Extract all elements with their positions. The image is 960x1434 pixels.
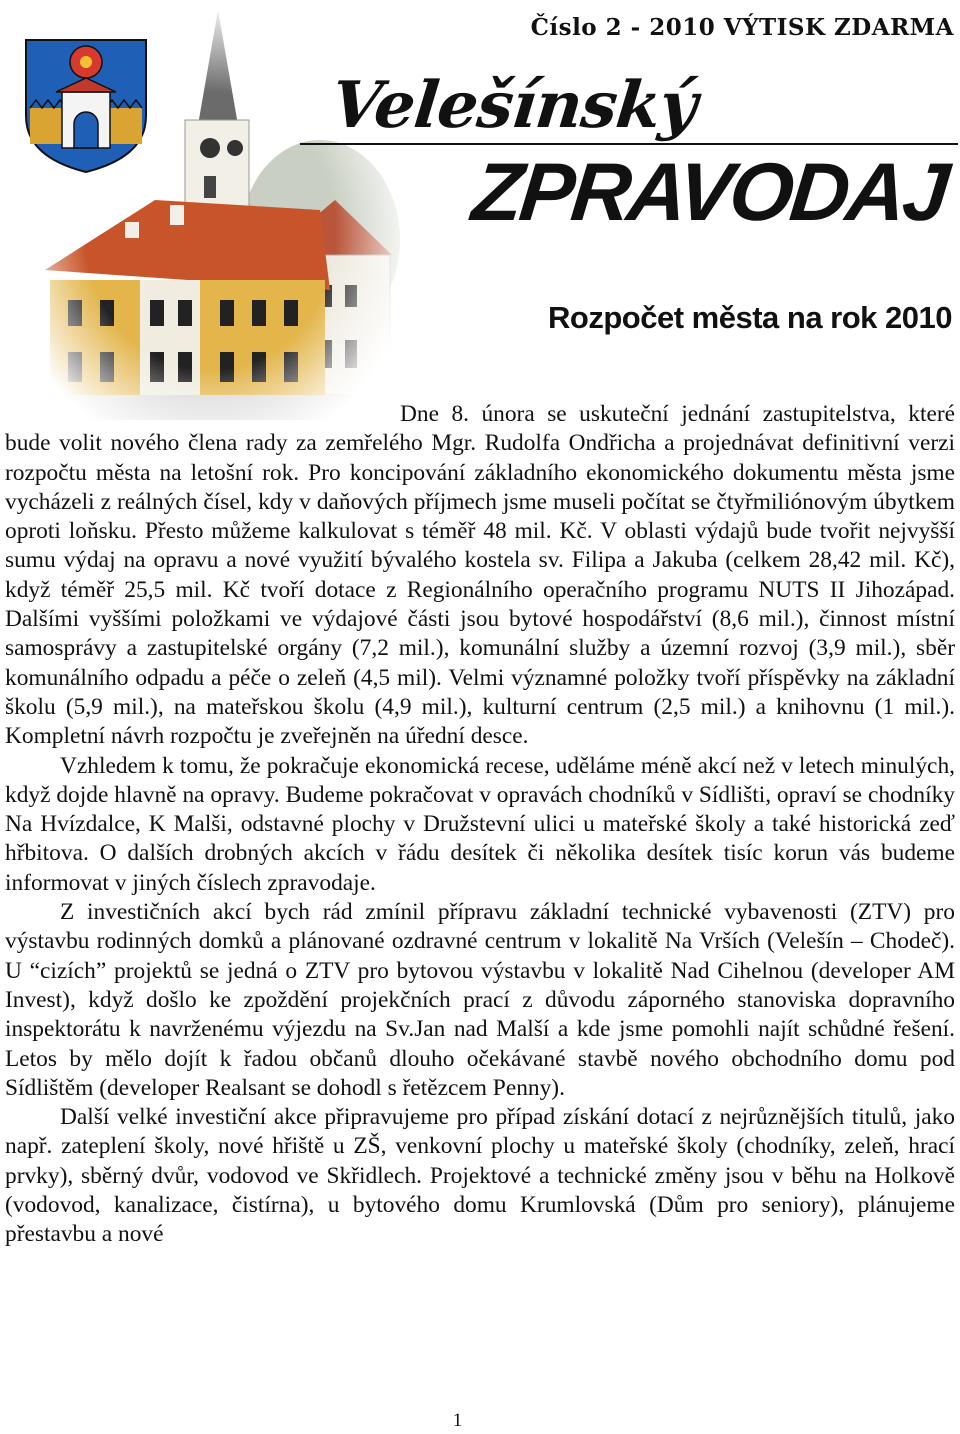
article-body — [5, 400, 955, 1250]
article-paragraph: Další velké investiční akce připravujeme pro případ získání dotací z nejrůznějších titulů, jako např. zateplení školy, nové hřiště u ZŠ, venkovní plochy u mateřské školy (chodníky, zeleň, hrací prvky), sběrný dvůr, vodovod ve Skřidlech. Projektové a technické změny jsou v běhu na Holkově (vodovod, kanalizace, čistírna), u bytového domu Krumlovská (Dům pro seniory), plánujeme přestavbu a nové — [5, 1104, 955, 1248]
masthead-title-line1: Velešínský — [328, 68, 700, 143]
article-paragraph: Dne 8. února se uskuteční jednání zastupitelstva, které bude volit nového člena rady za zemřelého Mgr. Rudolfa Ondřicha a projednávat definitivní verzi rozpočtu města na letošní rok. Pro koncipování základního ekonomického dokumentu města jsme vycházeli z reálných čísel, kdy v daňových příjmech jsme museli počítat se čtyřmiliónovým úbytkem oproti loňsku. Přesto můžeme kalkulovat s téměř 48 mil. Kč. V oblasti výdajů bude tvořit nejvyšší sumu výdaj na opravu a nové využití bývalého kostela sv. Filipa a Jakuba (celkem 28,42 mil. Kč), když téměř 25,5 mil. Kč tvoří dotace z Regionálního operačního programu NUTS II Jihozápad. Dalšími vyššími položkami ve výdajové části jsou bytové hospodářství (8,6 mil.), činnost místní samosprávy a zastupitelské orgány (7,2 mil.), komunální služby a územní rozvoj (3,9 mil.), sběr komunálního odpadu a péče o zeleň (4,5 mil). Velmi významné položky tvoří příspěvky na základní školu (5,9 mil.), na mateřskou školu (4,9 mil.), kulturní centrum (2,5 mil.) a knihovnu (1 mil.). Kompletní návrh rozpočtu je zveřejněn na úřední desce. — [5, 401, 955, 750]
article-paragraph: Z investičních akcí bych rád zmínil přípravu základní technické vybavenosti (ZTV) pro výstavbu rodinných domků a plánované ozdravné centrum v lokalitě Na Vrších (Velešín – Chodeč). U “cizích” projektů se jedná o ZTV pro bytovou výstavbu v lokalitě Nad Cihelnou (developer AM Invest), když došlo ke zpoždění projekčních prací z důvodu záporného stanoviska dopravního inspektorátu k navrženému výjezdu na Sv.Jan nad Malší a kde jsme pomohli najít schůdné řešení. Letos by mělo dojít k řadou občanů dlouho očekávané stavbě nového obchodního domu pod Sídlištěm (developer Realsant se dohodl s řetězcem Penny). — [5, 899, 955, 1101]
masthead-divider — [300, 143, 958, 145]
article-headline: Rozpočet města na rok 2010 — [548, 300, 952, 335]
masthead-title-line2: ZPRAVODAJ — [468, 147, 951, 238]
article-paragraph: Vzhledem k tomu, že pokračuje ekonomická recese, uděláme méně akcí než v letech minulých, když dojde hlavně na opravy. Budeme pokračovat v opravách chodníků v Sídlišti, opraví se chodníky Na Hvízdalce, K Malši, odstavné plochy v Družstevní ulici u mateřské školy a také historická zeď hřbitova. O dalších drobných akcích v řádu desítek či několika desítek tisíc korun vás budeme informovat v jiných číslech zpravodaje. — [5, 752, 955, 896]
page-number: 1 — [452, 1410, 463, 1431]
issue-number: Číslo 2 - 2010 VÝTISK ZDARMA — [530, 14, 954, 41]
coat-of-arms-logo — [22, 36, 150, 174]
